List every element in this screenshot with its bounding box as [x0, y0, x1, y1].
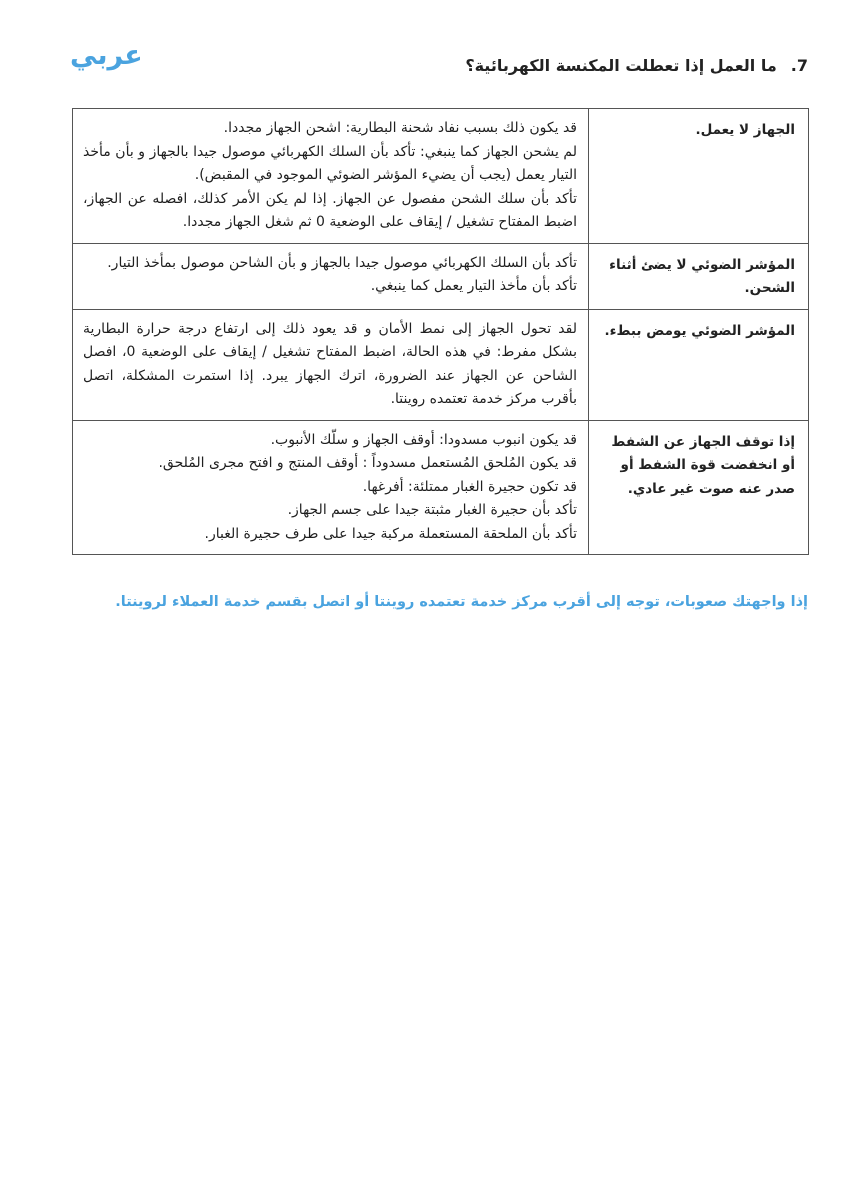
support-note: إذا واجهتك صعوبات، توجه إلى أقرب مركز خدمة تعتمده روينتا أو اتصل بقسم خدمة العملاء لروينتا.: [115, 594, 808, 610]
solution-line: تأكد بأن الملحقة المستعملة مركبة جيدا على طرف حجيرة الغبار.: [204, 525, 577, 542]
solution-line: تأكد بأن السلك الكهربائي موصول جيدا بالجهاز و بأن الشاحن موصول بمأخذ التيار.: [107, 254, 577, 271]
section-heading: [465, 56, 808, 75]
problem-cell: إذا توقف الجهاز عن الشفط أو انخفضت قوة الشفط أو صدر عنه صوت غير عادي.: [589, 420, 809, 555]
solution-line: قد يكون ذلك بسبب نفاد شحنة البطارية: اشحن الجهاز مجددا.: [223, 120, 577, 136]
solution-cell: [73, 243, 589, 309]
solution-cell: [73, 309, 589, 420]
solution-line: لقد تحول الجهاز إلى نمط الأمان و قد يعود ذلك إلى ارتفاع درجة حرارة البطارية بشكل مفرط: في هذه الحالة، اضبط المفتاح تشغيل / إيقاف على الوضعية 0، افصل الشاحن عن الجهاز عند الضرورة، اترك الجهاز يبرد. إذا استمرت المشكلة، اتصل بأقرب مركز خدمة تعتمده روينتا.: [83, 320, 577, 407]
table-row: [73, 243, 809, 309]
solution-line: قد تكون حجيرة الغبار ممتلئة: أفرغها.: [362, 478, 577, 495]
table-row: [73, 309, 809, 420]
solution-line: تأكد بأن سلك الشحن مفصول عن الجهاز. إذا لم يكن الأمر كذلك، افصله عن الجهاز، اضبط المفتاح تشغيل / إيقاف على الوضعية 0 ثم شغل الجهاز مجددا.: [83, 190, 577, 230]
solution-line: تأكد بأن حجيرة الغبار مثبتة جيدا على جسم الجهاز.: [287, 502, 577, 518]
solution-line: قد يكون انبوب مسدودا: أوقف الجهاز و سلّك الأنبوب.: [270, 431, 577, 448]
solution-line: لم يشحن الجهاز كما ينبغي: تأكد بأن السلك الكهربائي موصول جيدا بالجهاز و بأن مأخذ التيار يعمل (يجب أن يضيء المؤشر الضوئي الموجود في المقبض).: [83, 143, 577, 183]
table-row: [73, 420, 809, 555]
problem-cell: المؤشر الضوئي يومض ببطء.: [589, 309, 809, 420]
language-label: عربي: [70, 40, 143, 71]
solution-cell: [73, 109, 589, 244]
section-title: ما العمل إذا تعطلت المكنسة الكهربائية؟: [465, 56, 777, 75]
section-number: 7.: [790, 56, 808, 75]
table-row: [73, 109, 809, 244]
problem-cell: المؤشر الضوئي لا يضئ أثناء الشحن.: [589, 243, 809, 309]
problem-cell: الجهاز لا يعمل.: [589, 109, 809, 244]
solution-line: تأكد بأن مأخذ التيار يعمل كما ينبغي.: [370, 278, 577, 294]
solution-line: قد يكون المُلحق المُستعمل مسدوداً : أوقف المنتج و افتح مجرى المُلحق.: [158, 455, 577, 471]
solution-cell: [73, 420, 589, 555]
troubleshooting-table: [72, 108, 809, 555]
